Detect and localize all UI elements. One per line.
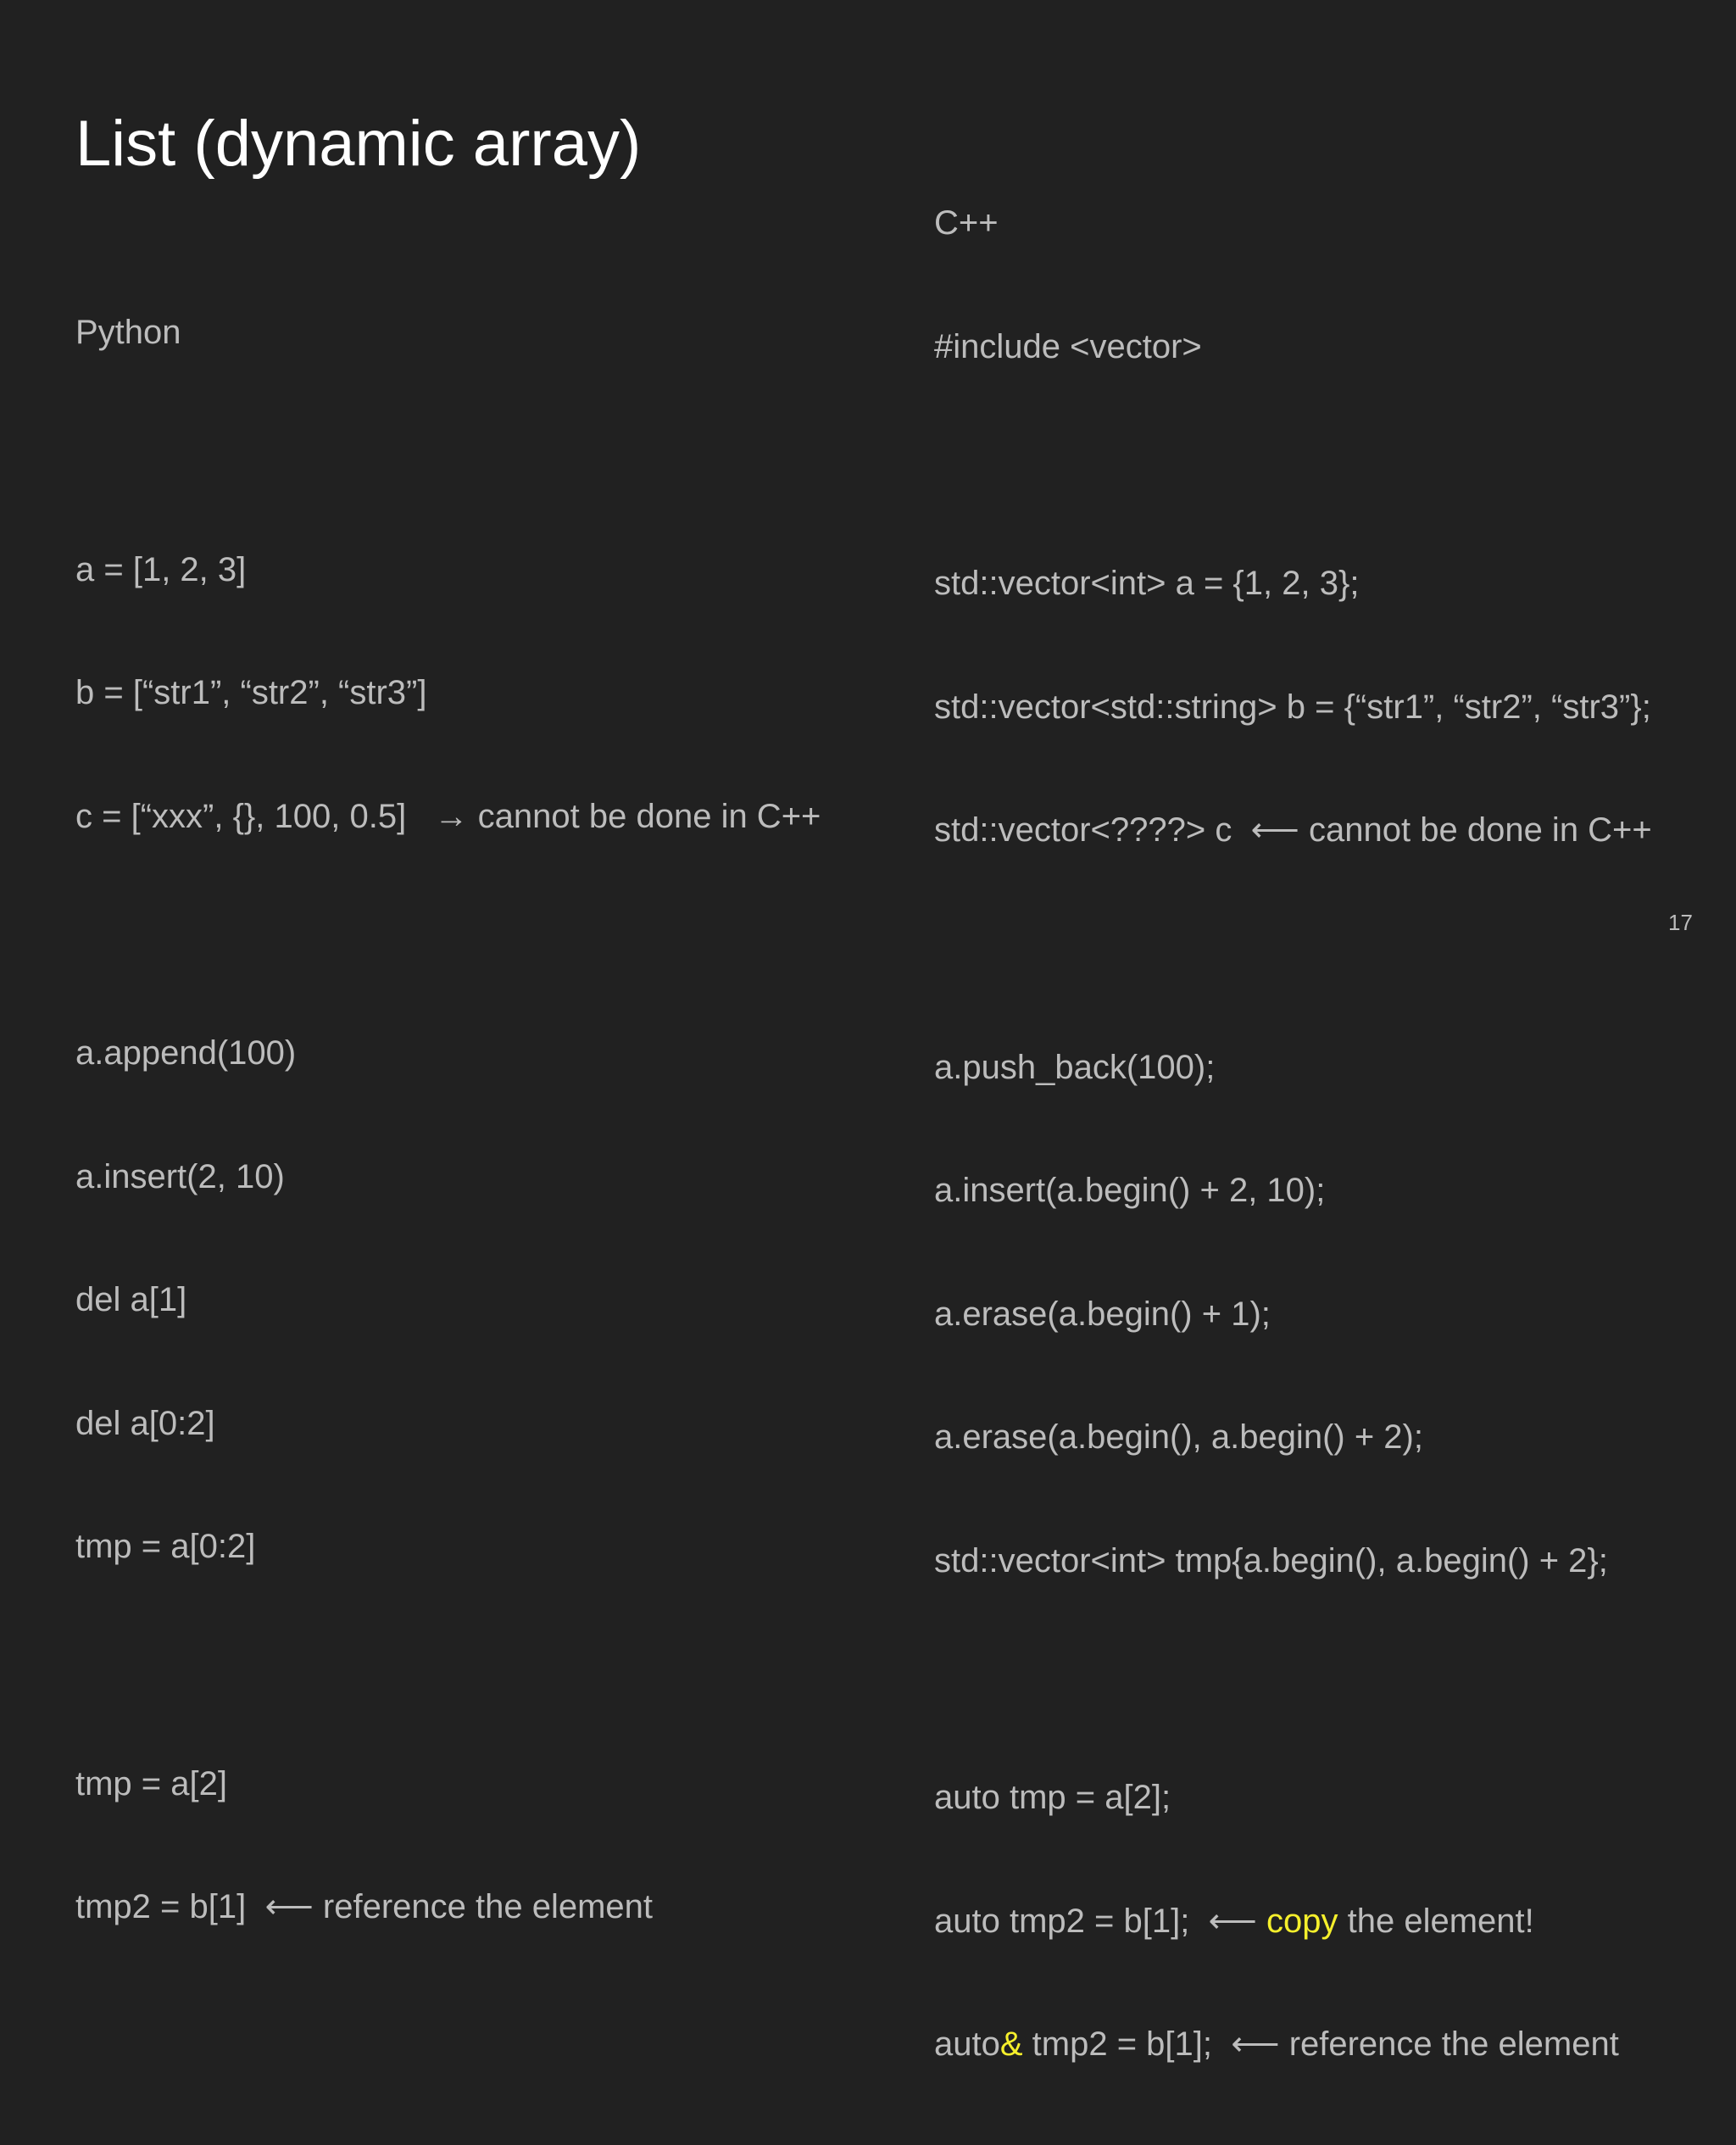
python-code-line: tmp2 = b[1] ⟵ reference the element (75, 1888, 654, 1925)
python-code-line: del a[1] (75, 1281, 187, 1318)
cpp-code-line: a.push_back(100); (934, 1048, 1216, 1086)
cpp-include-line: #include <vector> (934, 327, 1202, 365)
python-code-line: tmp = a[2] (75, 1764, 227, 1802)
spacer (934, 447, 1652, 484)
python-code-line: del a[0:2] (75, 1404, 215, 1442)
code-text: auto tmp2 = b[1]; ⟵ (934, 1902, 1266, 1940)
ampersand-highlight: & (999, 2025, 1023, 2063)
spacer (75, 1647, 821, 1685)
cpp-code-line-copy (934, 1898, 1652, 1946)
python-code-line: a.append(100) (75, 1034, 297, 1072)
cpp-heading: C++ (934, 204, 999, 242)
python-column (75, 233, 821, 2008)
spacer (934, 931, 1652, 968)
python-code-line: a.insert(2, 10) (75, 1157, 285, 1195)
python-code-line: c = [“xxx”, {}, 100, 0.5] → cannot be done in C++ (75, 797, 821, 835)
page-number: 17 (1668, 910, 1693, 935)
python-code-line: tmp = a[0:2] (75, 1528, 256, 1565)
copy-highlight: copy (1266, 1902, 1338, 1940)
cpp-column (934, 124, 1652, 2145)
code-text: tmp2 = b[1]; ⟵ reference the element (1022, 2025, 1619, 2063)
cpp-code-line: std::vector<????> c ⟵ cannot be done in C++ (934, 811, 1652, 849)
python-code-line: b = [“str1”, “str2”, “str3”] (75, 674, 427, 711)
cpp-code-line: std::vector<std::string> b = {“str1”, “str2”, “str3”}; (934, 688, 1651, 726)
cpp-code-line-reference (934, 2021, 1652, 2069)
cpp-code-line: a.insert(a.begin() + 2, 10); (934, 1172, 1326, 1209)
cpp-code-line: auto tmp = a[2]; (934, 1779, 1171, 1816)
spacer (75, 916, 821, 954)
spacer (934, 1661, 1652, 1698)
code-text: the element! (1338, 1902, 1534, 1940)
cpp-code-line: a.erase(a.begin() + 1); (934, 1295, 1271, 1333)
cpp-code-line: std::vector<int> a = {1, 2, 3}; (934, 565, 1360, 602)
spacer (75, 433, 821, 471)
code-text: auto (934, 2025, 1000, 2063)
cpp-code-line: std::vector<int> tmp{a.begin(), a.begin() + 2}; (934, 1541, 1608, 1580)
cpp-code-line: a.erase(a.begin(), a.begin() + 2); (934, 1418, 1423, 1456)
python-heading: Python (75, 314, 181, 351)
python-code-line: a = [1, 2, 3] (75, 550, 247, 588)
slide-title: List (dynamic array) (75, 108, 642, 180)
